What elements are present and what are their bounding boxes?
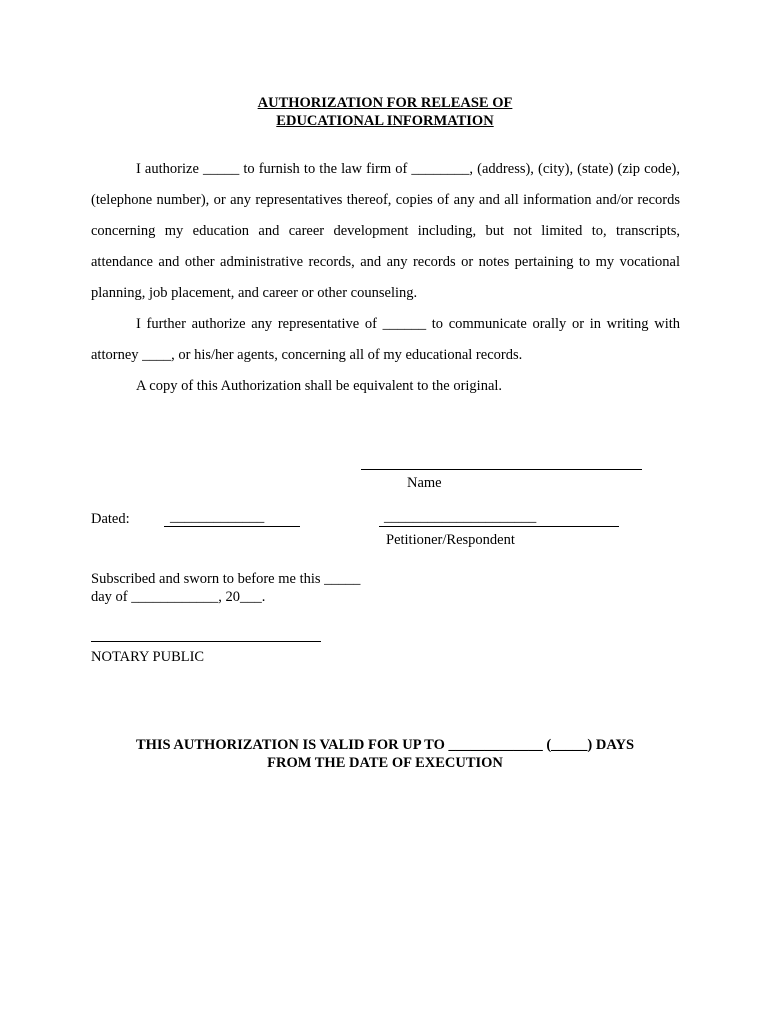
- document-title-line-2: EDUCATIONAL INFORMATION: [276, 113, 494, 129]
- notary-public-label: NOTARY PUBLIC: [91, 649, 205, 665]
- dated-blank: _____________: [170, 509, 265, 525]
- subscribed-sworn-line-1: Subscribed and sworn to before me this _____: [91, 571, 361, 587]
- dated-label: Dated:: [91, 511, 130, 527]
- notary-signature-line: [91, 641, 321, 642]
- name-label: Name: [407, 475, 442, 491]
- dated-underline: [164, 526, 300, 527]
- further-authorization-paragraph: I further authorize any representative of ______ to communicate orally or in writing with attorney ____, or his/her agents, concerning all of my educational records.: [91, 316, 680, 363]
- validity-statement-line-2: FROM THE DATE OF EXECUTION: [267, 755, 503, 771]
- copy-equivalence-paragraph: A copy of this Authorization shall be equivalent to the original.: [136, 378, 503, 394]
- validity-statement-line-1: THIS AUTHORIZATION IS VALID FOR UP TO _____________ (_____) DAYS: [135, 737, 635, 753]
- authorization-paragraph: I authorize _____ to furnish to the law firm of ________, (address), (city), (state) (zip code), (telephone number), or any representatives thereof, copies of any and all information and/or records concerning my education and career development including, but not limited to, transcripts, attendance and other administrative records, and any records or notes pertaining to my vocational planning, job placement, and career or other counseling.: [91, 161, 680, 301]
- document-title-line-1: AUTHORIZATION FOR RELEASE OF: [257, 95, 513, 111]
- petitioner-respondent-label: Petitioner/Respondent: [386, 532, 515, 548]
- subscribed-sworn-line-2: day of ____________, 20___.: [91, 589, 266, 605]
- petitioner-blank: _____________________: [384, 509, 537, 525]
- name-signature-line: [361, 469, 642, 470]
- petitioner-signature-line: [379, 526, 619, 527]
